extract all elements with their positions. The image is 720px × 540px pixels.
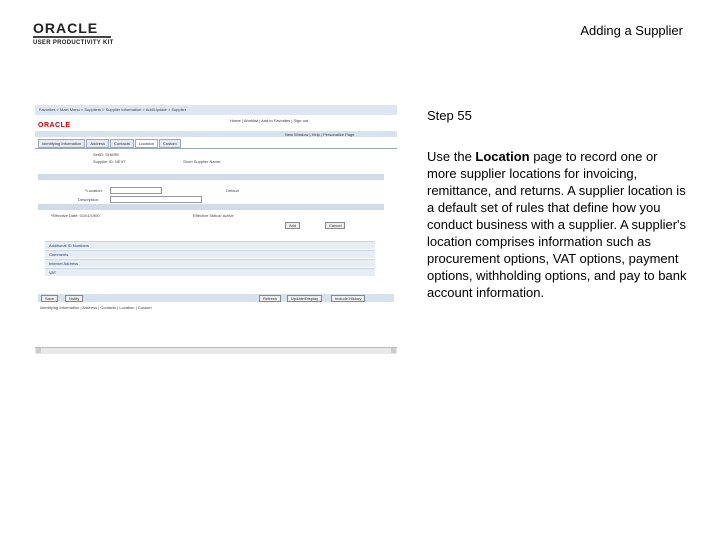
default-checkbox[interactable]: Default: [226, 188, 239, 193]
refresh-button[interactable]: Refresh: [259, 295, 281, 302]
application-screenshot: [35, 100, 397, 355]
tab-identifying[interactable]: Identifying Information: [38, 139, 85, 148]
horizontal-scrollbar[interactable]: [35, 347, 397, 354]
grid-row-label[interactable]: VAT: [49, 270, 57, 275]
toolbar-links[interactable]: New Window | Help | Personalize Page: [285, 132, 355, 137]
grid-row-label[interactable]: Comments: [49, 252, 69, 257]
grid-row[interactable]: [45, 250, 375, 258]
supplier-field: Supplier ID: NEXT: [93, 159, 126, 164]
description-before: Use the: [427, 149, 476, 164]
update-display-button[interactable]: Update/Display: [287, 295, 322, 302]
bottom-links[interactable]: Identifying Information | Address | Contacts | Location | Custom: [40, 305, 152, 310]
tab-location[interactable]: Location: [135, 139, 158, 148]
location-label: *Location:: [85, 188, 103, 193]
notify-button[interactable]: Notify: [65, 295, 83, 302]
grid-row-label[interactable]: Internet Address: [49, 261, 79, 266]
include-history-button[interactable]: Include History: [331, 295, 365, 302]
logo-subtitle: USER PRODUCTIVITY KIT: [33, 40, 114, 46]
step-label: Step 55: [427, 108, 472, 123]
grid-row[interactable]: [45, 259, 375, 267]
tab-contacts[interactable]: Contacts: [110, 139, 134, 148]
logo-rule: [33, 36, 111, 38]
effective-date-field[interactable]: *Effective Date: 01/01/1900: [51, 213, 100, 218]
setid-field: SetID: SHARE: [93, 152, 120, 157]
breadcrumb[interactable]: Favorites > Main Menu > Suppliers > Supplier Information > Add/Update > Supplier: [39, 107, 187, 112]
logo-brand: ORACLE: [33, 20, 99, 36]
description-after: page to record one or more supplier locations for invoicing, remittance, and returns. A supplier location is a default set of rules that define how you conduct business with a supplier. A supplier's location comprises information such as procurement options, VAT options, payment options, withholding options, and pay to bank account information.: [427, 149, 687, 300]
screenshot-brand: ORACLE: [38, 122, 71, 129]
grid-row-label[interactable]: Additional ID Numbers: [49, 243, 90, 248]
location-input[interactable]: [110, 187, 162, 194]
details-section-header: [38, 204, 384, 210]
tab-divider: [35, 148, 397, 149]
description-bold: Location: [475, 149, 530, 164]
scroll-left-arrow[interactable]: [36, 348, 41, 353]
location-section-header: [38, 174, 384, 180]
description-label: Description:: [78, 197, 100, 202]
scroll-right-arrow[interactable]: [391, 348, 396, 353]
grid-row[interactable]: [45, 241, 375, 249]
oracle-upk-logo: [33, 22, 128, 46]
save-button[interactable]: Save: [41, 295, 58, 302]
header-links[interactable]: Home | Worklist | Add to Favorites | Sign out: [230, 118, 309, 123]
cancel-button[interactable]: Cancel: [325, 222, 345, 229]
tab-strip: [38, 139, 181, 148]
grid-row[interactable]: [45, 268, 375, 276]
effective-status-field[interactable]: Effective Status: Active: [193, 213, 234, 218]
tab-custom[interactable]: Custom: [159, 139, 181, 148]
add-button[interactable]: Add: [285, 222, 300, 229]
description-input[interactable]: [110, 196, 202, 203]
short-name-field: Short Supplier Name:: [183, 159, 222, 164]
step-description: [427, 148, 687, 301]
tab-address[interactable]: Address: [86, 139, 109, 148]
slide-title: Adding a Supplier: [580, 23, 683, 38]
